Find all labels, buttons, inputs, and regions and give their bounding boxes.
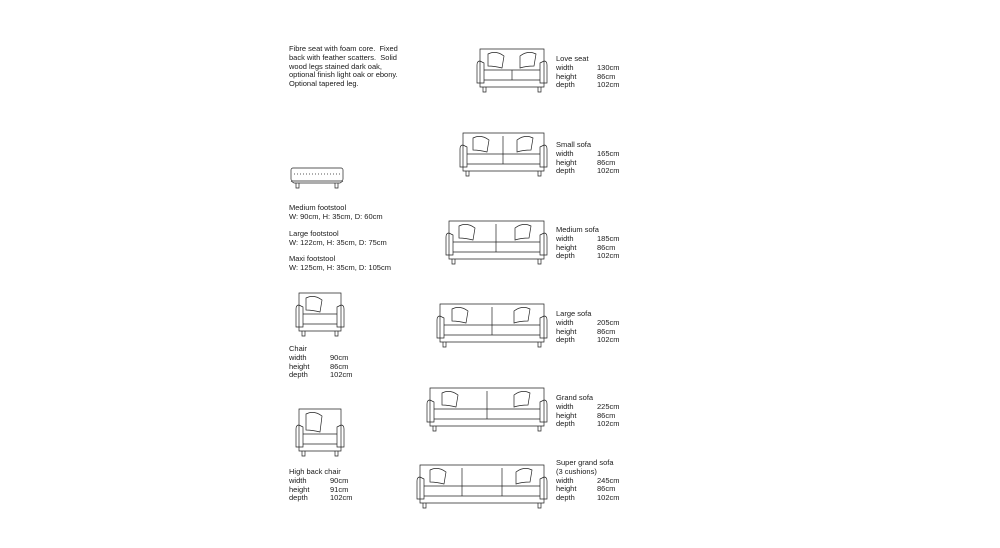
medium-sofa-drawing [445,218,548,266]
large-sofa-drawing [436,301,548,349]
width-label: width [556,233,574,243]
width-label: width [556,62,574,72]
depth-label: depth [556,166,575,176]
width-label: width [556,401,574,411]
product-note: (3 cushions) [556,466,597,476]
depth-value: 102cm [597,166,620,176]
footstool-name: Large footstool [289,229,339,238]
width-value: 245cm [597,475,620,485]
depth-label: depth [556,335,575,345]
chair-specs [289,345,353,380]
depth-value: 102cm [597,419,620,429]
super-grand-sofa-drawing [416,462,548,510]
depth-label: depth [556,419,575,429]
height-value: 86cm [330,361,349,371]
love-seat-drawing [476,46,548,94]
height-label: height [556,157,577,167]
width-value: 185cm [597,233,620,243]
width-value: 225cm [597,401,620,411]
height-label: height [556,484,577,494]
footstool-dims: W: 90cm, H: 35cm, D: 60cm [289,211,383,221]
product-name: Grand sofa [556,393,594,402]
intro-description: Fibre seat with foam core. Fixed back with feather scatters. Solid wood legs stained dark oak, optional finish light oak or ebony. Optional tapered leg. [289,44,398,89]
super-grand-sofa-specs [556,459,620,503]
width-value: 90cm [330,352,349,362]
depth-value: 102cm [597,335,620,345]
height-value: 86cm [597,71,616,81]
width-label: width [556,148,574,158]
footstool-name: Medium footstool [289,203,347,212]
depth-label: depth [556,251,575,261]
footstool-name: Maxi footstool [289,254,336,263]
large-sofa-specs [556,310,620,345]
depth-value: 102cm [597,80,620,90]
product-name: Small sofa [556,140,592,149]
depth-label: depth [556,80,575,90]
footstool-maxi [289,255,391,273]
high-back-chair-drawing [295,406,345,458]
height-label: height [289,361,310,371]
width-label: width [556,475,574,485]
width-label: width [289,475,307,485]
grand-sofa-specs [556,394,620,429]
width-label: width [556,317,574,327]
width-value: 90cm [330,475,349,485]
width-value: 130cm [597,62,620,72]
height-value: 86cm [597,242,616,252]
footstool-dims: W: 122cm, H: 35cm, D: 75cm [289,237,387,247]
width-value: 165cm [597,148,620,158]
product-name: Chair [289,344,307,353]
height-label: height [556,410,577,420]
footstool-dims: W: 125cm, H: 35cm, D: 105cm [289,262,391,272]
medium-sofa-specs [556,226,620,261]
depth-value: 102cm [330,493,353,503]
height-value: 86cm [597,326,616,336]
depth-label: depth [289,493,308,503]
width-value: 205cm [597,317,620,327]
product-name: Medium sofa [556,225,599,234]
footstool-medium [289,204,383,222]
product-name: Large sofa [556,309,592,318]
height-value: 86cm [597,484,616,494]
product-name: Super grand sofa [556,458,614,467]
height-value: 86cm [597,157,616,167]
height-label: height [556,242,577,252]
depth-label: depth [556,493,575,503]
width-label: width [289,352,307,362]
depth-value: 102cm [597,251,620,261]
love-seat-specs [556,55,620,90]
height-label: height [556,326,577,336]
high-back-chair-specs [289,468,353,503]
depth-value: 102cm [597,493,620,503]
height-value: 86cm [597,410,616,420]
height-value: 91cm [330,484,349,494]
product-name: High back chair [289,467,341,476]
height-label: height [289,484,310,494]
footstool-large [289,230,387,248]
product-name: Love seat [556,54,589,63]
small-sofa-drawing [459,130,548,178]
height-label: height [556,71,577,81]
chair-drawing [295,290,345,338]
small-sofa-specs [556,141,620,176]
footstool-drawing [288,165,346,193]
grand-sofa-drawing [426,385,548,433]
depth-value: 102cm [330,370,353,380]
depth-label: depth [289,370,308,380]
